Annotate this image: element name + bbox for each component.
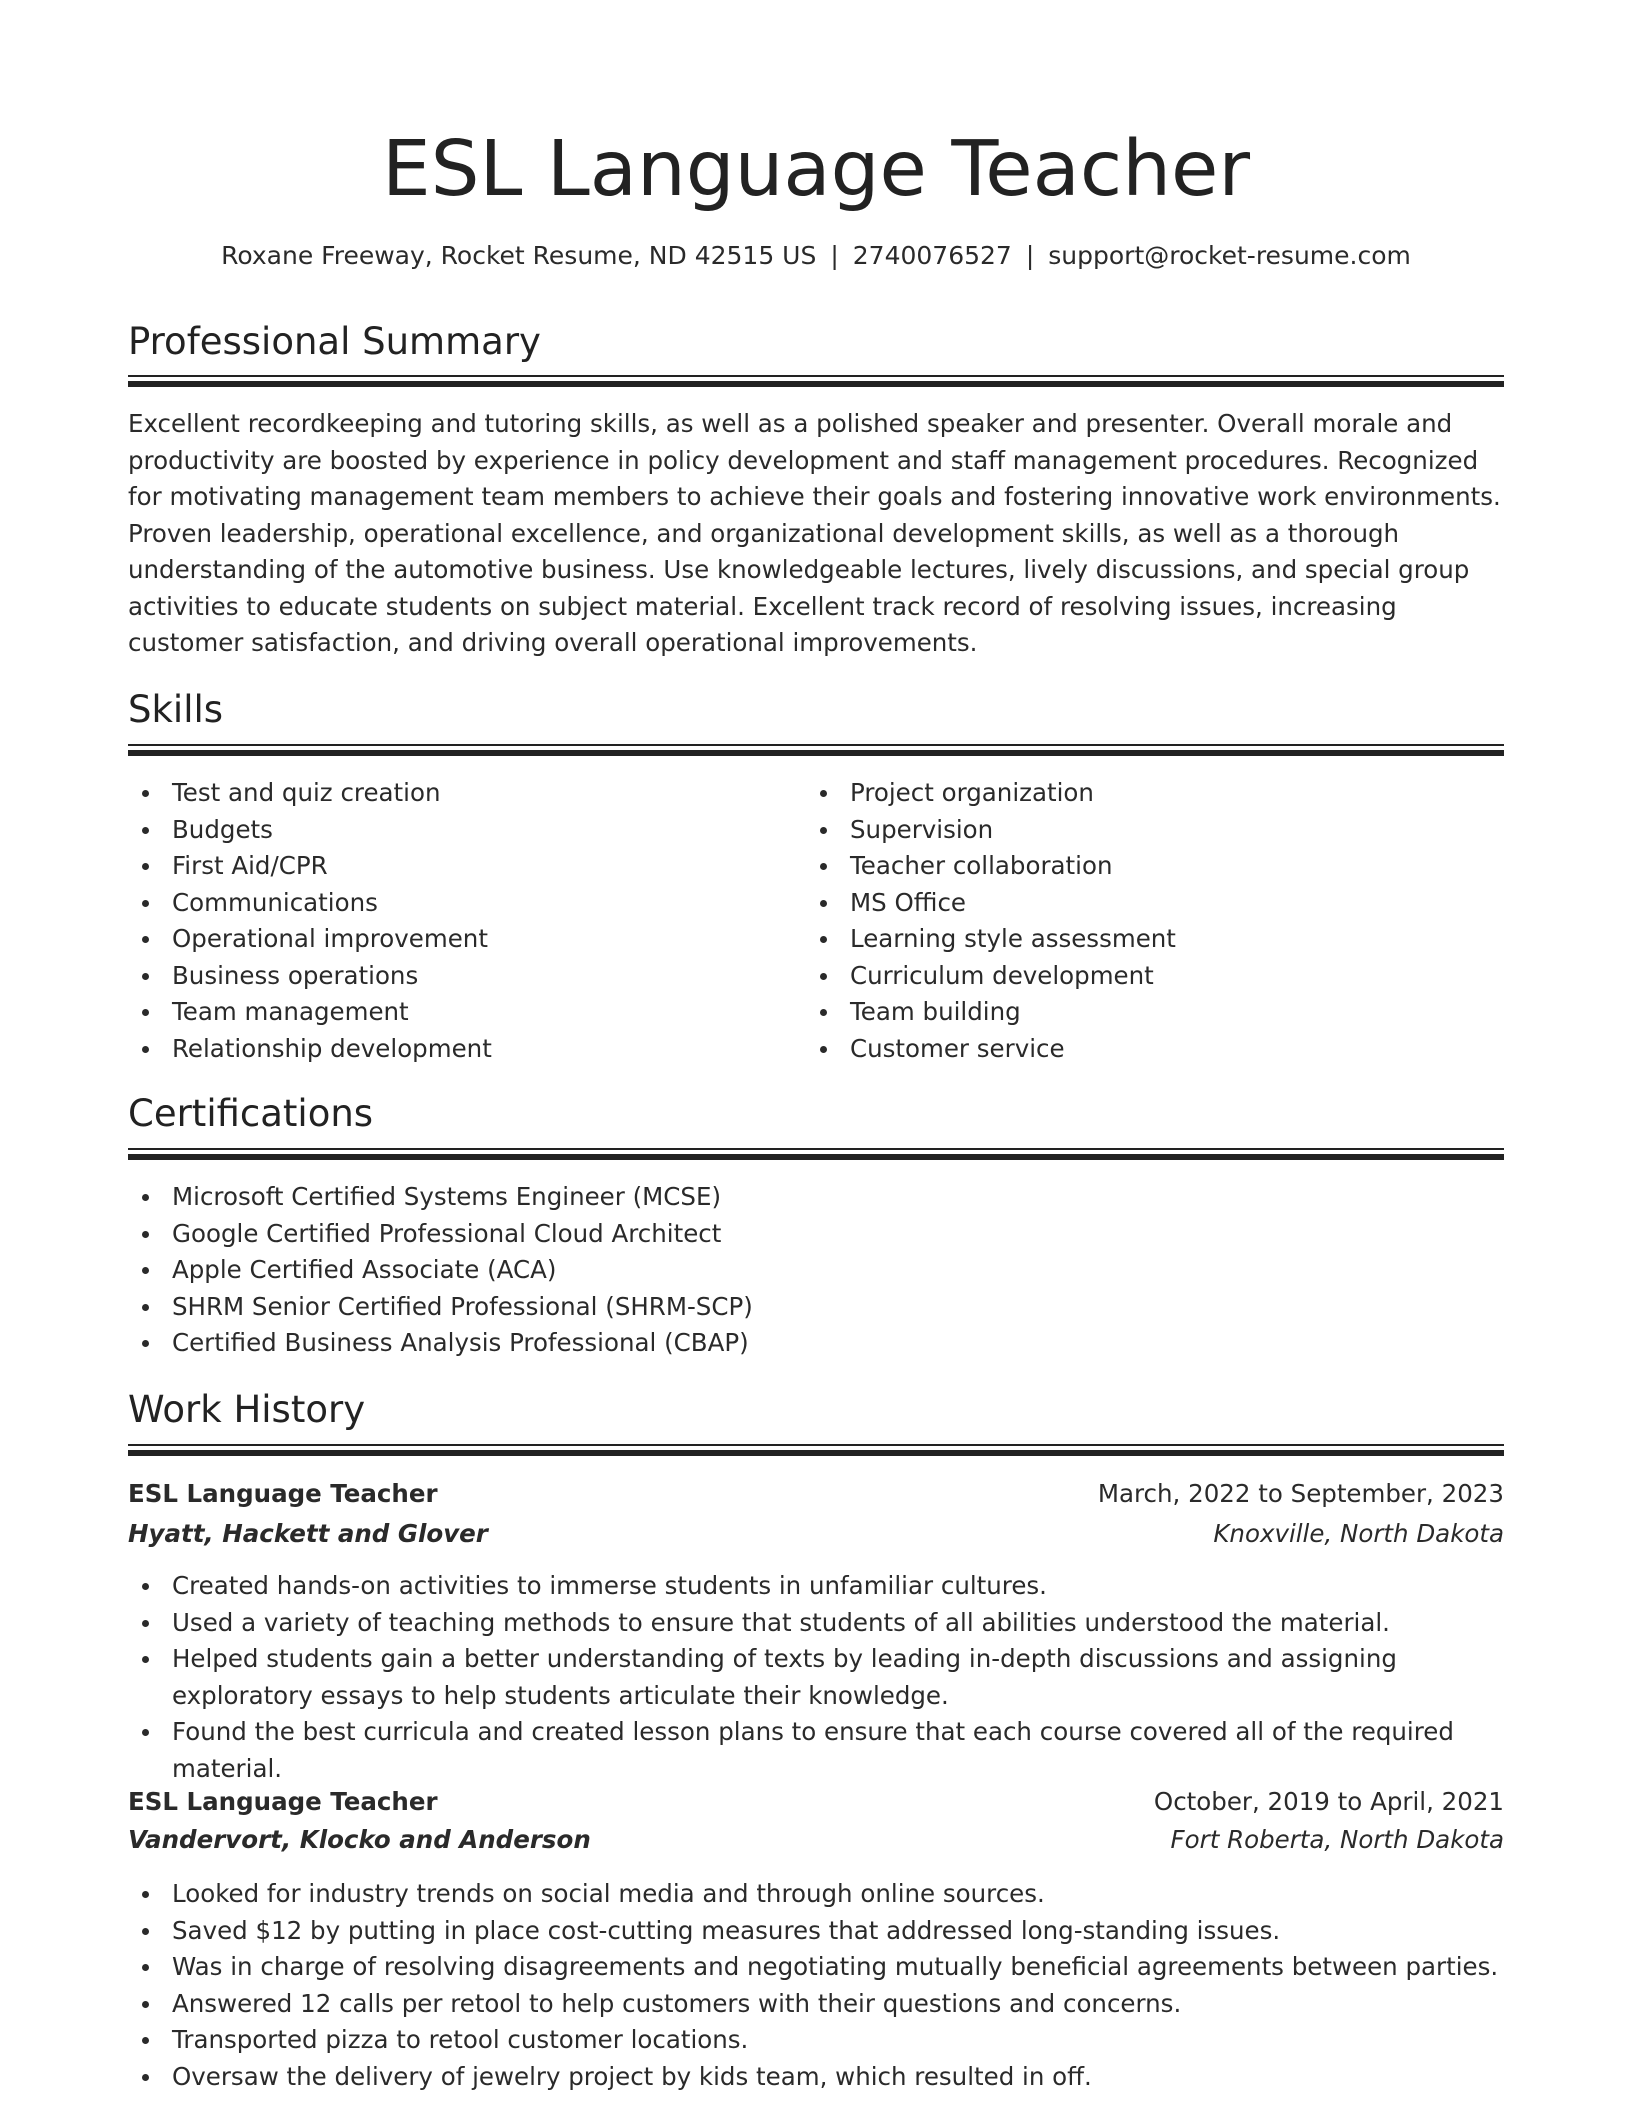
- bullet-icon: [142, 936, 149, 943]
- skill-item: [806, 812, 1496, 849]
- certification-item: [128, 1179, 1504, 1216]
- job-bullet-item: [128, 1876, 1504, 1913]
- bullet-icon: [142, 900, 149, 907]
- skill-label: Teacher collaboration: [850, 851, 1113, 880]
- bullet-icon: [142, 2074, 149, 2081]
- skill-item: [806, 921, 1496, 958]
- skill-item: [806, 775, 1496, 812]
- job-bullets: [128, 1568, 1504, 1787]
- bullet-icon: [820, 936, 827, 943]
- certification-item: [128, 1289, 1504, 1326]
- resume-title: ESL Language Teacher: [381, 125, 1251, 214]
- skill-item: [806, 994, 1496, 1031]
- bullet-icon: [142, 1583, 149, 1590]
- job-bullet-text: Used a variety of teaching methods to ensure that students of all abilities understood the material.: [172, 1607, 1390, 1637]
- bullet-icon: [142, 1928, 149, 1935]
- certification-item: [128, 1216, 1504, 1253]
- bullet-icon: [142, 1656, 149, 1663]
- skill-label: Customer service: [850, 1033, 1065, 1063]
- skill-item: [806, 885, 1496, 922]
- bullet-icon: [142, 1964, 149, 1971]
- job-dates: March, 2022 to September, 2023: [1097, 1479, 1504, 1508]
- section-divider: [128, 744, 1504, 756]
- skill-item: [806, 848, 1496, 885]
- bullet-icon: [820, 1046, 827, 1053]
- certification-label: Certified Business Analysis Professional (CBAP): [172, 1328, 749, 1357]
- job-company: Vandervort, Klocko and Anderson: [128, 1825, 591, 1854]
- job-location: Fort Roberta, North Dakota: [1170, 1825, 1504, 1854]
- bullet-icon: [142, 1194, 149, 1201]
- bullet-icon: [142, 1620, 149, 1627]
- bullet-icon: [142, 790, 149, 797]
- job-location: Knoxville, North Dakota: [1213, 1519, 1504, 1548]
- job-bullet-text: Saved $12 by putting in place cost-cutting measures that addressed long-standing issues.: [172, 1915, 1281, 1945]
- bullet-icon: [820, 1009, 827, 1016]
- skill-item: [128, 848, 788, 885]
- job-bullet-item: [128, 1641, 1504, 1714]
- bullet-icon: [820, 973, 827, 980]
- bullet-icon: [820, 863, 827, 870]
- bullet-icon: [142, 1340, 149, 1347]
- job-bullet-text: Looked for industry trends on social media and through online sources.: [172, 1879, 1045, 1908]
- certifications-list: [128, 1179, 1504, 1362]
- contact-phone: 2740076527: [852, 241, 1012, 270]
- skill-label: Team management: [172, 997, 409, 1026]
- certification-item: [128, 1252, 1504, 1289]
- contact-separator: |: [1025, 241, 1035, 270]
- summary-text: Excellent recordkeeping and tutoring skills, as well as a polished speaker and presenter. Overall morale and productivity are boosted by experience in policy development and staff management procedures. Recognized for motivating management team members to achieve their goals and fostering innovative work environments. Proven leadership, operational excellence, and organizational development skills, as well as a thorough understanding of the automotive business. Use knowledgeable lectures, lively discussions, and special group activities to educate students on subject material. Excellent track record of resolving issues, increasing customer satisfaction, and driving overall operational improvements.: [128, 409, 1501, 657]
- skills-list-left: [128, 775, 788, 1067]
- section-heading-summary: Professional Summary: [128, 320, 541, 363]
- skill-label: Relationship development: [172, 1033, 492, 1063]
- job-bullet-item: [128, 2022, 1504, 2059]
- bullet-icon: [142, 1046, 149, 1053]
- job-title: ESL Language Teacher: [128, 1787, 438, 1816]
- job-dates: October, 2019 to April, 2021: [1153, 1787, 1504, 1816]
- section-heading-work-history: Work History: [128, 1388, 366, 1431]
- skill-label: Curriculum development: [850, 960, 1154, 990]
- job-bullet-text: Found the best curricula and created lesson plans to ensure that each course covered all of the required material.: [172, 1717, 1454, 1783]
- certification-label: Apple Certified Associate (ACA): [172, 1255, 557, 1284]
- bullet-icon: [820, 900, 827, 907]
- skill-label: Communications: [172, 887, 378, 917]
- skill-label: Project organization: [850, 778, 1094, 807]
- skill-label: Operational improvement: [172, 924, 488, 953]
- skill-item: [128, 1031, 788, 1068]
- job-bullet-item: [128, 1986, 1504, 2023]
- contact-email: support@rocket-resume.com: [1048, 241, 1411, 270]
- certification-label: Google Certified Professional Cloud Architect: [172, 1218, 722, 1248]
- job-bullet-item: [128, 1913, 1504, 1950]
- skill-item: [128, 994, 788, 1031]
- bullet-icon: [142, 1891, 149, 1898]
- bullet-icon: [142, 2037, 149, 2044]
- skill-label: Test and quiz creation: [172, 778, 441, 807]
- certification-label: SHRM Senior Certified Professional (SHRM-SCP): [172, 1291, 753, 1321]
- job-bullet-text: Helped students gain a better understanding of texts by leading in-depth discussions and assigning exploratory essays to help students articulate their knowledge.: [172, 1644, 1397, 1710]
- certification-item: [128, 1325, 1504, 1362]
- bullet-icon: [142, 1304, 149, 1311]
- skill-label: Supervision: [850, 814, 994, 844]
- job-bullet-item: [128, 1605, 1504, 1642]
- section-heading-skills: Skills: [128, 688, 224, 731]
- bullet-icon: [142, 1231, 149, 1238]
- section-heading-certifications: Certifications: [128, 1092, 374, 1135]
- skill-item: [806, 958, 1496, 995]
- bullet-icon: [142, 973, 149, 980]
- section-divider: [128, 375, 1504, 387]
- job-bullet-text: Was in charge of resolving disagreements and negotiating mutually beneficial agreements between parties.: [172, 1952, 1499, 1981]
- job-bullet-text: Created hands-on activities to immerse students in unfamiliar cultures.: [172, 1571, 1047, 1600]
- skill-label: Learning style assessment: [850, 924, 1176, 953]
- contact-address: Roxane Freeway, Rocket Resume, ND 42515 US: [221, 241, 817, 270]
- bullet-icon: [142, 827, 149, 834]
- bullet-icon: [142, 1009, 149, 1016]
- job-company: Hyatt, Hackett and Glover: [128, 1519, 488, 1548]
- section-divider: [128, 1148, 1504, 1160]
- job-title: ESL Language Teacher: [128, 1479, 438, 1508]
- bullet-icon: [820, 790, 827, 797]
- skill-label: Team building: [850, 997, 1021, 1026]
- skill-item: [128, 885, 788, 922]
- job-bullet-text: Oversaw the delivery of jewelry project by kids team, which resulted in off.: [172, 2061, 1092, 2091]
- bullet-icon: [142, 863, 149, 870]
- section-divider: [128, 1444, 1504, 1456]
- job-bullets: [128, 1876, 1504, 2095]
- skill-item: [128, 812, 788, 849]
- contact-separator: |: [830, 241, 839, 270]
- skill-label: First Aid/CPR: [172, 851, 328, 880]
- skills-list-right: [806, 775, 1496, 1067]
- skill-label: Budgets: [172, 814, 273, 844]
- skill-label: MS Office: [850, 887, 966, 917]
- job-bullet-item: [128, 1949, 1504, 1986]
- job-bullet-item: [128, 1568, 1504, 1605]
- certification-label: Microsoft Certified Systems Engineer (MCSE): [172, 1182, 722, 1211]
- skill-item: [128, 775, 788, 812]
- contact-line: [128, 236, 1504, 276]
- skill-item: [806, 1031, 1496, 1068]
- job-bullet-text: Answered 12 calls per retool to help customers with their questions and concerns.: [172, 1988, 1182, 2018]
- job-bullet-item: [128, 1714, 1504, 1787]
- skill-item: [128, 958, 788, 995]
- skill-label: Business operations: [172, 960, 419, 990]
- bullet-icon: [820, 827, 827, 834]
- bullet-icon: [142, 2001, 149, 2008]
- job-bullet-text: Transported pizza to retool customer locations.: [172, 2025, 749, 2054]
- bullet-icon: [142, 1267, 149, 1274]
- job-bullet-item: [128, 2059, 1504, 2096]
- skill-item: [128, 921, 788, 958]
- bullet-icon: [142, 1729, 149, 1736]
